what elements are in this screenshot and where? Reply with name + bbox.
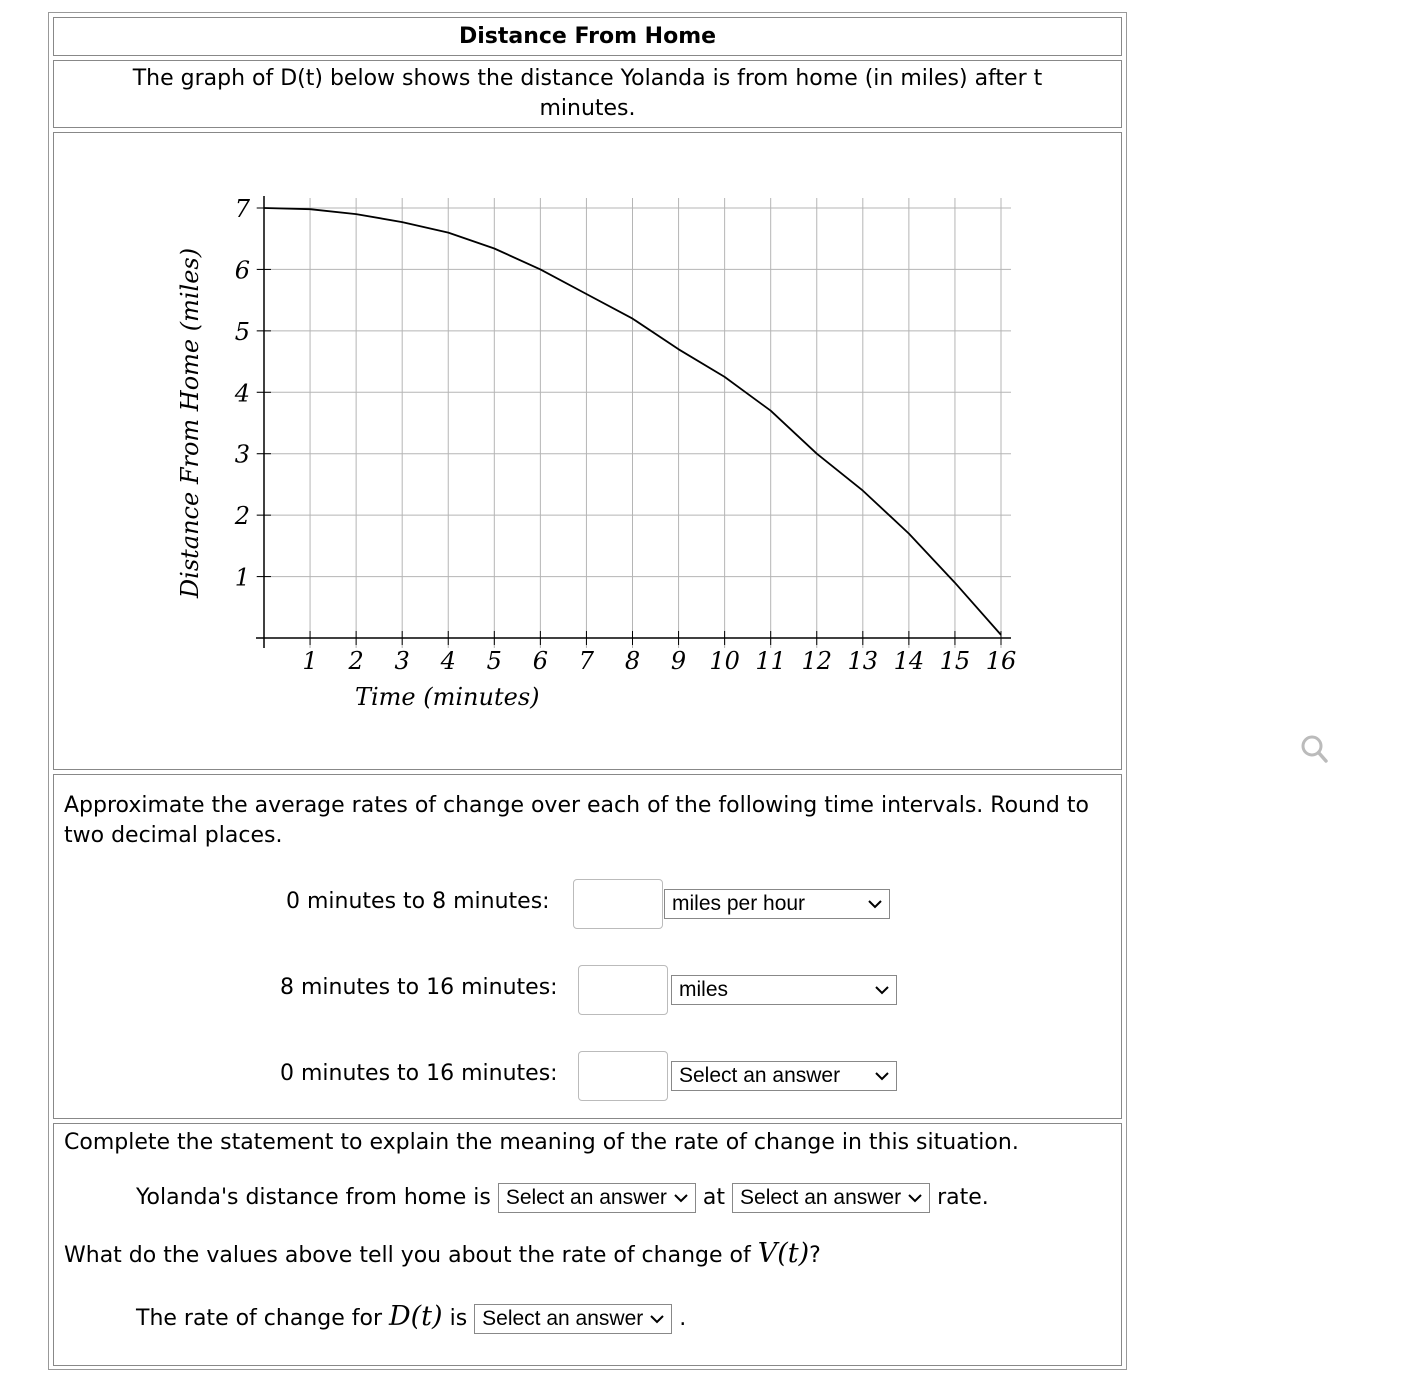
statement-select-2[interactable]: [732, 1183, 930, 1213]
x-tick-label: 15: [939, 647, 971, 675]
statement-suffix: rate.: [937, 1185, 989, 1210]
unit-select-0-8[interactable]: [664, 889, 890, 919]
y-tick-label: 6: [234, 256, 250, 285]
x-tick-label: 8: [624, 647, 641, 675]
answer-select-value: Select an answer: [482, 1307, 644, 1330]
answer-is: is: [449, 1306, 468, 1331]
row-label-0-8: 0 minutes to 8 minutes:: [286, 889, 550, 914]
x-tick-label: 11: [755, 647, 786, 675]
graph-description: [53, 60, 1122, 128]
statement-mid: at: [702, 1185, 726, 1210]
y-tick-label: 7: [234, 195, 250, 223]
answer-suffix: .: [679, 1306, 687, 1331]
rate-question-prefix: What do the values above tell you about the rate of change of: [64, 1243, 751, 1268]
answer-input-8-16[interactable]: [578, 965, 668, 1015]
statement-select-2-value: Select an answer: [740, 1186, 902, 1209]
rate-question-suffix: ?: [809, 1243, 821, 1268]
rate-question: [64, 1238, 821, 1269]
x-tick-label: 10: [709, 647, 740, 675]
x-tick-label: 1: [302, 647, 318, 675]
unit-select-8-16[interactable]: [671, 975, 897, 1005]
page-title-text: Distance From Home: [458, 24, 717, 49]
search-icon[interactable]: [1300, 733, 1330, 765]
graph-description-text: The graph of D(t) below shows the distance Yolanda is from home (in miles) after t minutes.: [132, 66, 1043, 121]
statement-line: [136, 1183, 989, 1213]
answer-function: D(t): [389, 1301, 443, 1332]
x-tick-label: 9: [670, 647, 687, 675]
answer-select[interactable]: [474, 1304, 672, 1334]
x-tick-label: 14: [893, 647, 925, 675]
x-tick-label: 5: [486, 647, 502, 675]
question-container: [48, 12, 1127, 1370]
x-tick-label: 16: [985, 647, 1017, 675]
rate-question-function: V(t): [757, 1238, 810, 1269]
y-tick-label: 4: [234, 379, 250, 408]
x-tick-label: 6: [532, 647, 549, 675]
graph-panel: [53, 132, 1122, 770]
x-tick-label: 13: [847, 647, 879, 675]
unit-select-0-16-value: Select an answer: [679, 1064, 841, 1087]
answer-line: [136, 1301, 686, 1334]
chevron-down-icon: [874, 1062, 890, 1090]
row-label-8-16: 8 minutes to 16 minutes:: [280, 975, 558, 1000]
answer-input-0-8[interactable]: [573, 879, 663, 929]
answer-prefix: The rate of change for: [136, 1306, 382, 1331]
x-tick-label: 2: [348, 647, 364, 675]
y-tick-label: 3: [234, 440, 250, 469]
page-title: [53, 17, 1122, 56]
meaning-question: [53, 1123, 1122, 1366]
x-tick-label: 7: [578, 647, 595, 675]
unit-select-0-16[interactable]: [671, 1061, 897, 1091]
statement-select-1[interactable]: [498, 1183, 696, 1213]
x-tick-label: 4: [440, 647, 456, 675]
y-tick-label: 1: [234, 563, 250, 592]
y-axis-label: Distance From Home (miles): [176, 247, 204, 599]
rates-question: [53, 774, 1122, 1119]
chevron-down-icon: [649, 1305, 665, 1333]
unit-select-0-8-value: miles per hour: [672, 892, 806, 915]
x-tick-label: 12: [801, 647, 833, 675]
row-label-0-16: 0 minutes to 16 minutes:: [280, 1061, 558, 1086]
chevron-down-icon: [867, 890, 883, 918]
statement-select-1-value: Select an answer: [505, 1186, 667, 1209]
x-axis-label: Time (minutes): [354, 683, 540, 711]
rates-instructions: Approximate the average rates of change over each of the following time intervals. Round to two decimal places.: [64, 793, 1089, 848]
y-tick-label: 2: [234, 502, 250, 531]
meaning-instructions: Complete the statement to explain the meaning of the rate of change in this situation.: [64, 1130, 1019, 1155]
chevron-down-icon: [673, 1184, 689, 1212]
chevron-down-icon: [907, 1184, 923, 1212]
y-tick-label: 5: [234, 317, 250, 346]
chevron-down-icon: [874, 976, 890, 1004]
statement-prefix: Yolanda's distance from home is: [136, 1185, 491, 1210]
x-tick-label: 3: [394, 647, 410, 675]
unit-select-8-16-value: miles: [679, 978, 729, 1001]
distance-chart: [54, 133, 1121, 769]
answer-input-0-16[interactable]: [578, 1051, 668, 1101]
